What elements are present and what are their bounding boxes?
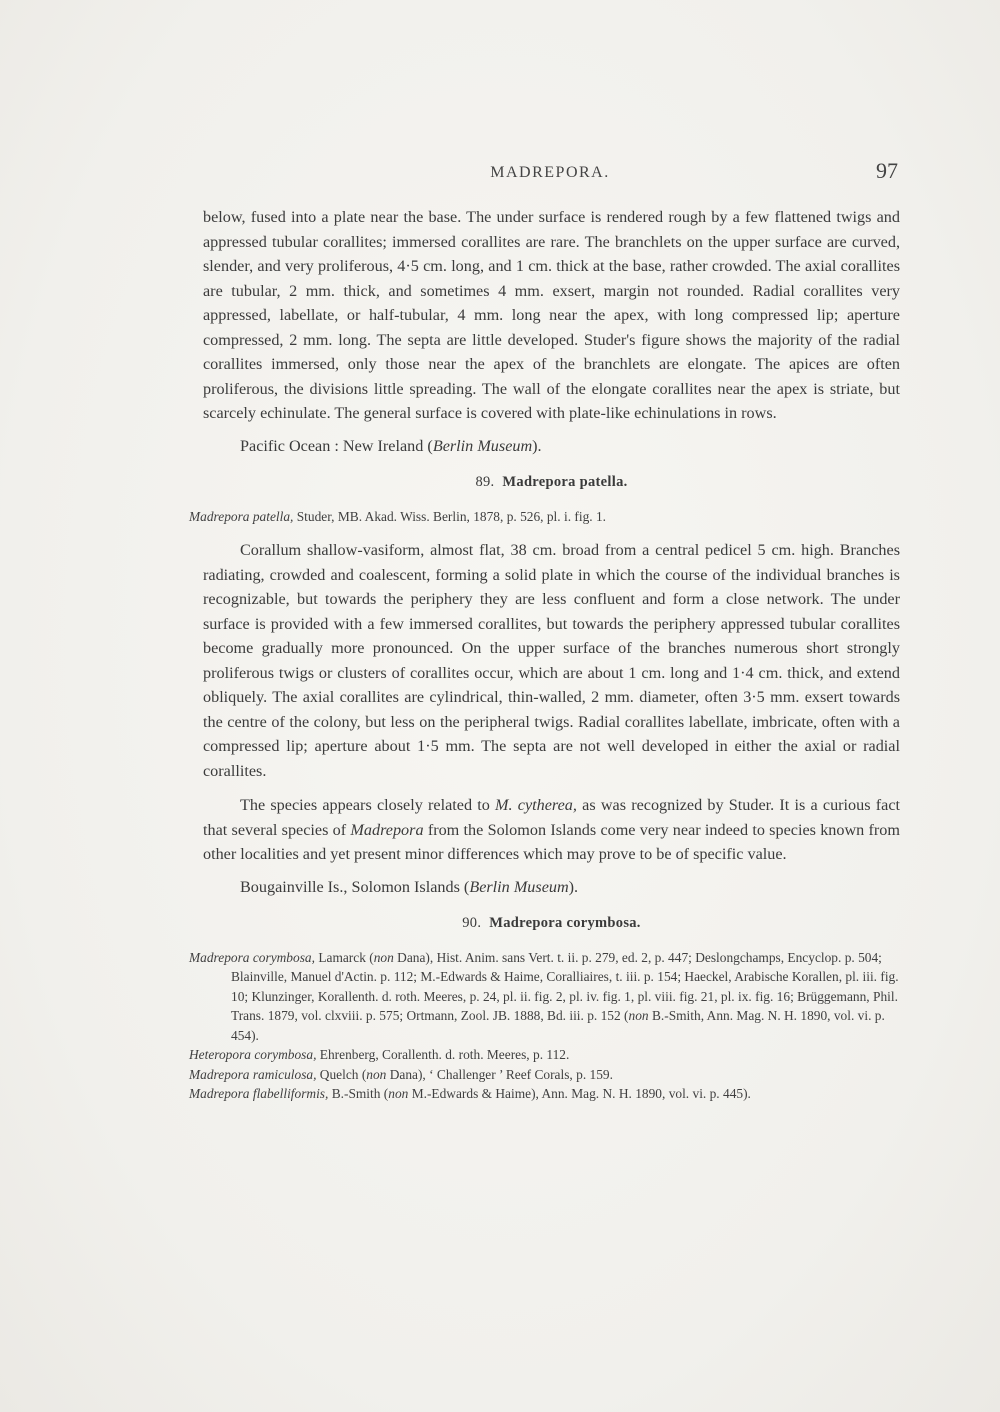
species-heading-90	[203, 911, 900, 936]
species-number: 90.	[462, 915, 482, 931]
locality-close: ).	[568, 877, 579, 896]
synonym-entry	[189, 948, 900, 1046]
synonym-entry	[189, 1045, 900, 1065]
remarks-text: as was recognized by Studer. It is a curious fact that several species of	[203, 796, 900, 839]
synonymy-block-89	[189, 507, 900, 527]
synonym-entry	[189, 1065, 900, 1085]
species-number: 89.	[475, 474, 495, 490]
locality-text: Pacific Ocean : New Ireland (	[240, 436, 433, 455]
paragraph-remarks-89	[203, 793, 900, 867]
synonym-reference: Studer, MB. Akad. Wiss. Berlin, 1878, p. 526, pl. i. fig. 1.	[293, 508, 607, 524]
synonym-reference: Ehrenberg, Corallenth. d. roth. Meeres, p. 112.	[316, 1047, 570, 1062]
running-head	[200, 158, 900, 188]
synonym-reference: Quelch (	[316, 1066, 367, 1082]
synonym-entry	[189, 1084, 900, 1104]
species-name: Madrepora corymbosa.	[489, 915, 641, 931]
locality-text: Bougainville Is., Solomon Islands (	[240, 877, 470, 896]
synonym-reference: Dana), Hist. Anim. sans Vert. t. ii. p. 279, ed. 2, p. 447; Deslongchamps, Encyclop. p. 504; Blainville, Manuel d'Actin. p. 112; M.-Edwards & Haime, Coralliaires, t. iii. p. 154; Haeckel, Arabische Korallen, pl. iii. fig. 10; Klunzinger, Korallenth. d. roth. Meeres, p. 24, pl. ii. fig. 2, pl. iv. fig. 1, pl. viii. fig. 21, pl. ix. fig. 16; Brüggemann, Phil. Trans. 1879, vol. clxviii. p. 575; Ortmann, Zool. JB. 1888, Bd. iii. p. 152 (	[231, 949, 899, 1023]
page-number: 97	[876, 158, 898, 183]
species-name: Madrepora patella.	[502, 474, 628, 490]
remarks-genus: Madrepora	[350, 820, 424, 839]
running-title: MADREPORA.	[490, 164, 610, 181]
synonym-reference: Dana), ‘ Challenger ’ Reef Corals, p. 159.	[386, 1066, 613, 1082]
locality-close: ).	[532, 436, 542, 455]
locality-pacific-ocean	[203, 434, 900, 459]
paragraph-continued-description: below, fused into a plate near the base. The under surface is rendered rough by a few flattened twigs and appressed tubular corallites; immersed corallites are rare. The branchlets on the upper surface are curved, slender, and very proliferous, 4·5 cm. long, and 1 cm. thick at the base, rather crowded. The axial corallites are tubular, 2 mm. thick, and sometimes 4 mm. exsert, margin not rounded. Radial corallites very appressed, labellate, or half-tubular, 4 mm. long near the apex, with long compressed lip; aperture compressed, 2 mm. long. The septa are little developed. Studer's figure shows the majority of the radial corallites immersed, only those near the apex of the branchlets are elongate. The apices are often proliferous, the divisions little spreading. The wall of the elongate corallites near the apex is striate, but scarcely echinulate. The general surface is covered with plate-like echinulations in rows.	[203, 208, 900, 422]
remarks-species: M. cytherea,	[495, 796, 577, 814]
remarks-text: The species appears closely related to	[240, 796, 496, 814]
synonym-reference: B.-Smith (	[328, 1086, 389, 1101]
synonym-entry	[189, 507, 900, 527]
synonym-reference: M.-Edwards & Haime), Ann. Mag. N. H. 1890, vol. vi. p. 445).	[408, 1086, 751, 1101]
paragraph-description-89: Corallum shallow-vasiform, almost flat, 38 cm. broad from a central pedicel 5 cm. high. Branches radiating, crowded and coalescent, forming a solid plate in which the course of the individual branches is recognizable, but towards the periphery they are less confluent and form a close network. The under surface is provided with a few immersed corallites, but towards the periphery appressed tubular corallites become gradually more pronounced. On the upper surface of the branches numerous short strongly proliferous twigs or clusters of corallites occur, which are about 1 cm. long and 1·4 cm. thick, and extend obliquely. The axial corallites are cylindrical, thin-walled, 2 mm. diameter, often 3·5 mm. exsert towards the centre of the colony, but less on the peripheral twigs. Radial corallites labellate, imbricate, often with a compressed lip; aperture about 1·5 mm. The septa are not well developed in either the axial or radial corallites.	[203, 541, 900, 780]
synonym-non: non	[388, 1086, 409, 1101]
locality-museum: Berlin Museum	[432, 436, 533, 455]
synonym-name: Heteropora corymbosa,	[189, 1047, 317, 1062]
synonym-name: Madrepora corymbosa,	[189, 949, 315, 965]
synonym-non: non	[373, 949, 394, 965]
locality-museum: Berlin Museum	[469, 877, 569, 896]
synonym-name: Madrepora patella,	[189, 508, 294, 524]
synonym-non: non	[628, 1008, 649, 1023]
synonym-reference: Lamarck (	[314, 949, 374, 965]
synonym-name: Madrepora flabelliformis,	[189, 1086, 329, 1101]
page-body	[189, 205, 900, 1104]
species-heading-89	[203, 470, 900, 495]
synonymy-block-90	[189, 948, 900, 1104]
synonym-non: non	[366, 1066, 387, 1082]
remarks-text: from the Solomon Islands come very near indeed to species known from other localities and yet present minor differences which may prove to be of specific value.	[203, 820, 900, 863]
locality-bougainville	[203, 875, 900, 900]
synonym-reference: B.-Smith, Ann. Mag. N. H. 1890, vol. vi. p. 454).	[231, 1008, 885, 1043]
synonym-name: Madrepora ramiculosa,	[189, 1066, 317, 1082]
